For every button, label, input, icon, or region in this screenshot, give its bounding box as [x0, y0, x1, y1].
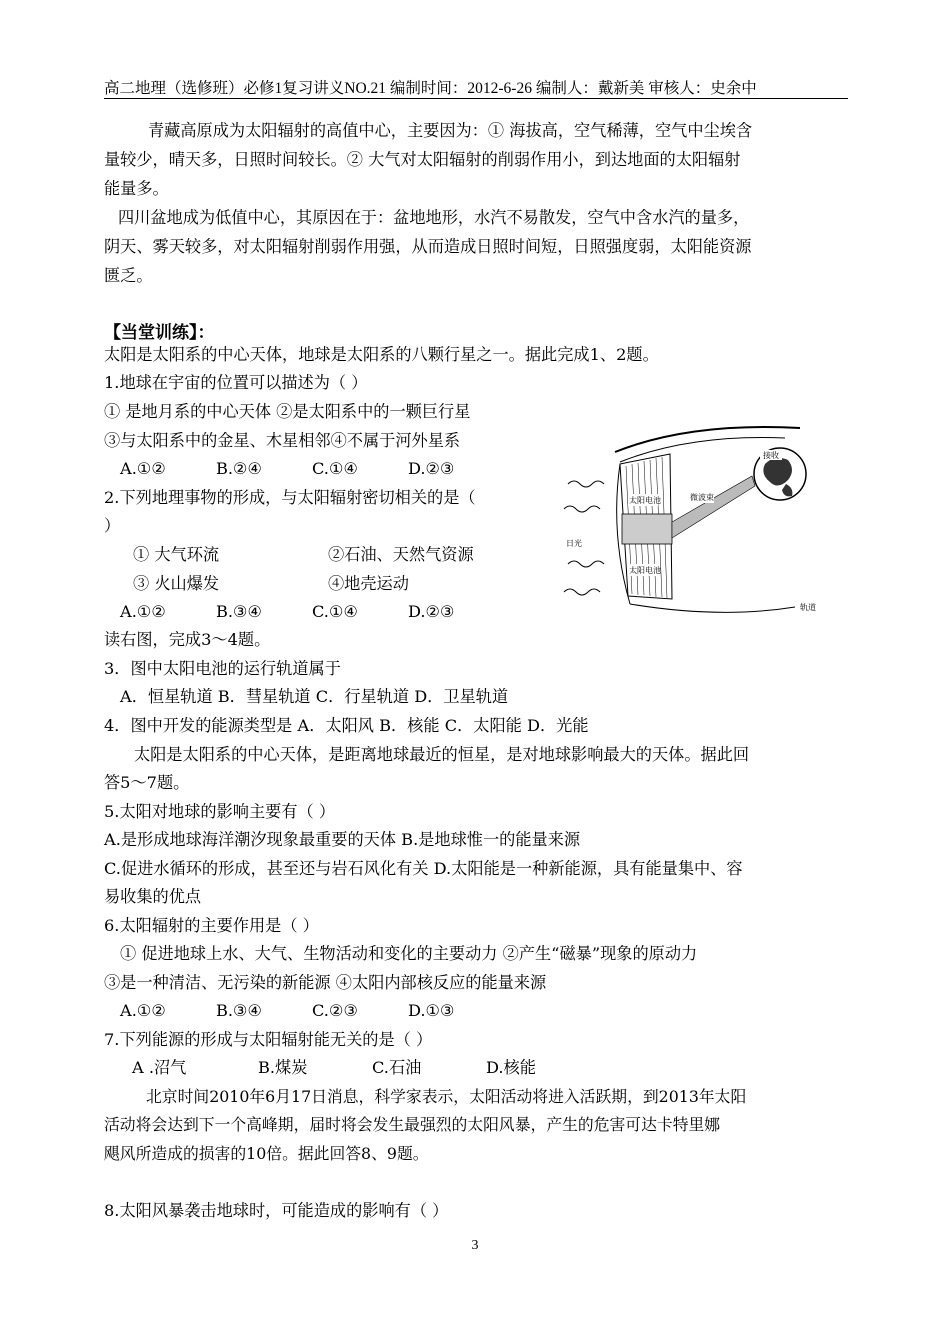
question-7-option-c: C.石油 — [372, 1058, 422, 1077]
label-orbit: 轨道 — [800, 603, 816, 612]
section-title: 【当堂训练】： — [104, 323, 215, 343]
lead-in-8-9-line-3: 飓风所造成的损害的10倍。据此回答8、9题。 — [104, 1144, 429, 1163]
question-2-statement-1: ① 大气环流 — [133, 545, 220, 564]
sunlight-rays — [564, 481, 604, 595]
question-3: 3．图中太阳电池的运行轨道属于 — [104, 659, 341, 678]
question-5-options-cd-line-2: 易收集的优点 — [104, 887, 202, 906]
lead-in-8-9-line-2: 活动将会达到下一个高峰期，届时将会发生最强烈的太阳风暴，产生的危害可达卡特里娜 — [104, 1115, 721, 1134]
question-2-statement-3: ③ 火山爆发 — [133, 574, 220, 593]
question-5-options-cd-line-1: C.促进水循环的形成，甚至还与岩石风化有关 D.太阳能是一种新能源，具有能量集中、容 — [104, 859, 743, 878]
label-microwave: 微波束 — [690, 493, 714, 502]
question-7-option-b: B.煤炭 — [258, 1058, 308, 1077]
lead-in-8-9-line-1: 北京时间2010年6月17日消息，科学家表示，太阳活动将进入活跃期，到2013年太阳 — [146, 1087, 747, 1106]
question-3-options: A．恒星轨道 B．彗星轨道 C．行星轨道 D．卫星轨道 — [120, 687, 509, 706]
page-number: 3 — [471, 1238, 479, 1253]
lead-in-5-7-line-2: 答5～7题。 — [104, 773, 190, 792]
solar-satellite-figure — [560, 414, 850, 624]
lead-in-1-2: 太阳是太阳系的中心天体，地球是太阳系的八颗行星之一。据此完成1、2题。 — [104, 345, 659, 364]
orbit-line — [630, 604, 795, 612]
question-2-statement-4: ④地壳运动 — [328, 574, 409, 593]
header-divider — [104, 98, 848, 99]
question-7: 7.下列能源的形成与太阳辐射能无关的是（ ） — [104, 1030, 433, 1049]
question-2-option-b: B.③④ — [216, 602, 263, 621]
question-1-option-b: B.②④ — [216, 459, 263, 478]
question-2-option-a: A.①② — [120, 602, 166, 621]
intro-paragraph-1-line-2: 量较少，晴天多，日照时间较长。② 大气对太阳辐射的削弱作用小，到达地面的太阳辐射 — [104, 150, 741, 169]
label-battery-top: 太阳电池 — [629, 496, 661, 505]
question-6-option-d: D.①③ — [408, 1001, 455, 1020]
question-2-option-c: C.①④ — [312, 602, 358, 621]
label-battery-bottom: 太阳电池 — [629, 566, 661, 575]
lead-in-5-7-line-1: 太阳是太阳系的中心天体，是距离地球最近的恒星，是对地球影响最大的天体。据此回 — [134, 745, 750, 764]
question-2-option-d: D.②③ — [408, 602, 455, 621]
question-1-statements-a: ① 是地月系的中心天体 ②是太阳系中的一颗巨行星 — [104, 402, 471, 421]
question-6-statements-b: ③是一种清洁、无污染的新能源 ④太阳内部核反应的能量来源 — [104, 973, 547, 992]
question-7-option-d: D.核能 — [486, 1058, 536, 1077]
question-1-option-d: D.②③ — [408, 459, 455, 478]
question-1-option-a: A.①② — [120, 459, 166, 478]
question-4: 4．图中开发的能源类型是 A．太阳风 B．核能 C．太阳能 D．光能 — [104, 716, 589, 735]
intro-paragraph-1-line-3: 能量多。 — [104, 179, 169, 198]
question-6-statements-a: ① 促进地球上水、大气、生物活动和变化的主要动力 ②产生“磁暴”现象的原动力 — [120, 944, 698, 963]
intro-paragraph-2-line-1: 四川盆地成为低值中心，其原因在于：盆地地形，水汽不易散发，空气中含水汽的量多， — [118, 208, 750, 227]
figure-lead-in: 读右图，完成3～4题。 — [104, 630, 271, 649]
question-6-option-c: C.②③ — [312, 1001, 358, 1020]
question-1-statements-b: ③与太阳系中的金星、木星相邻④不属于河外星系 — [104, 431, 461, 450]
question-2: 2.下列地理事物的形成，与太阳辐射密切相关的是（ — [104, 488, 476, 507]
question-5: 5.太阳对地球的影响主要有（ ） — [104, 802, 336, 821]
intro-paragraph-2-line-3: 匮乏。 — [104, 266, 153, 285]
question-1: 1.地球在宇宙的位置可以描述为（ ） — [104, 373, 368, 392]
question-8: 8.太阳风暴袭击地球时，可能造成的影响有（ ） — [104, 1201, 449, 1220]
question-7-option-a: A .沼气 — [132, 1058, 187, 1077]
question-6: 6.太阳辐射的主要作用是（ ） — [104, 916, 319, 935]
question-1-option-c: C.①④ — [312, 459, 358, 478]
question-6-option-a: A.①② — [120, 1001, 166, 1020]
intro-paragraph-2-line-2: 阴天、雾天较多，对太阳辐射削弱作用强，从而造成日照时间短，日照强度弱，太阳能资源 — [104, 237, 752, 256]
question-2-statement-2: ②石油、天然气资源 — [328, 545, 474, 564]
label-sunlight: 日光 — [566, 539, 582, 548]
label-receive: 接收 — [763, 451, 779, 460]
microwave-beam — [672, 476, 755, 538]
question-5-options-ab: A.是形成地球海洋潮汐现象最重要的天体 B.是地球惟一的能量来源 — [104, 830, 581, 849]
intro-paragraph-1-line-1: 青藏高原成为太阳辐射的高值中心，主要因为：① 海拔高，空气稀薄，空气中尘埃含 — [148, 121, 753, 140]
transmitter-module — [622, 514, 672, 544]
page-header: 高二地理（选修班）必修1复习讲义NO.21 编制时间：2012-6-26 编制人：戴新美 审核人：史余中 — [104, 80, 757, 97]
question-2-bracket: ） — [104, 516, 121, 535]
question-6-option-b: B.③④ — [216, 1001, 263, 1020]
